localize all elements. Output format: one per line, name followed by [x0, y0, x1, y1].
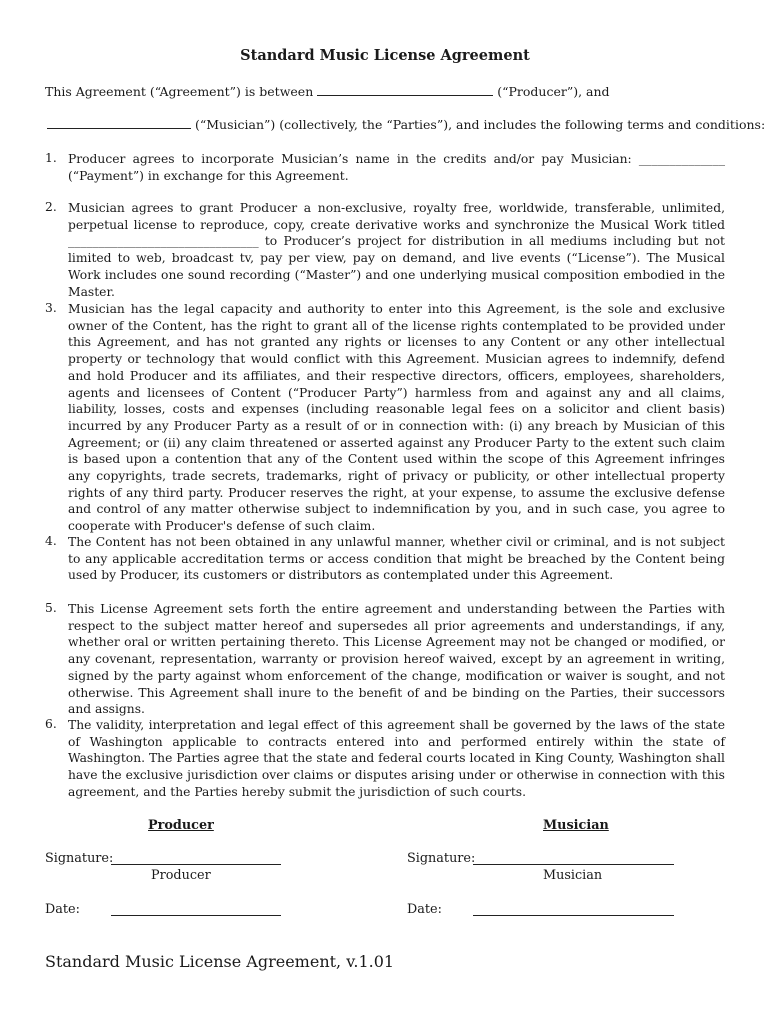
clause-item [45, 151, 725, 184]
clause-number: 3. [45, 301, 57, 315]
clause-text: Producer agrees to incorporate Musician’s name in the credits and/or pay Musician: ______________ (“Payment”) in exchange for this Agreement. [68, 152, 725, 183]
clause-text: The Content has not been obtained in any unlawful manner, whether civil or criminal, and is not subject to any applicable accreditation terms or access condition that might be breached by the Content being used by Producer, its customers or distributors as contemplated under this Agreement. [68, 535, 725, 583]
clause-item [45, 717, 725, 801]
musician-signature-line[interactable] [473, 863, 674, 865]
producer-name-blank[interactable] [317, 84, 493, 96]
producer-signature-line[interactable] [111, 863, 281, 865]
intro-line-2 [47, 117, 765, 132]
intro-text-3: (“Musician”) (collectively, the “Parties”), and includes the following terms and conditions: [194, 117, 766, 132]
producer-date-label: Date: [45, 902, 80, 917]
musician-heading: Musician [543, 818, 609, 833]
clause-item [45, 301, 725, 535]
producer-date-line[interactable] [111, 914, 281, 916]
clause-item [45, 200, 725, 300]
clause-number: 1. [45, 151, 57, 165]
intro-line-1 [45, 84, 610, 99]
intro-text-1: This Agreement (“Agreement”) is between [45, 84, 314, 99]
clause-item [45, 534, 725, 584]
clause-number: 5. [45, 601, 57, 615]
clause-number: 6. [45, 717, 57, 731]
producer-caption: Producer [151, 868, 211, 883]
producer-heading: Producer [148, 818, 214, 833]
musician-date-line[interactable] [473, 914, 674, 916]
musician-name-blank[interactable] [47, 117, 191, 129]
clause-text: Musician has the legal capacity and authority to enter into this Agreement, is the sole and exclusive owner of the Content, has the right to grant all of the license rights contemplated to be provided under this Agreement, and has not granted any rights or licenses to any Content or any other intellectual property or technology that would conflict with this Agreement. Musician agrees to indemnify, defend and hold Producer and its affiliates, and their respective directors, officers, employees, shareholders, agents and licensees of Content (“Producer Party”) harmless from and against any and all claims, liability, losses, costs and expenses (including reasonable legal fees on a solicitor and client basis) incurred by any Producer Party as a result of or in connection with: (i) any breach by Musician of this Agreement; or (ii) any claim threatened or asserted against any Producer Party to the extent such claim is based upon a contention that any of the Content used within the scope of this Agreement infringes any copyrights, trade secrets, trademarks, right of privacy or publicity, or other intellectual property rights of any third party. Producer reserves the right, at your expense, to assume the exclusive defense and control of any matter otherwise subject to indemnification by you, and in such case, you agree to cooperate with Producer's defense of such claim. [68, 302, 725, 534]
clause-text: This License Agreement sets forth the entire agreement and understanding between the Parties with respect to the subject matter hereof and supersedes all prior agreements and understandings, if any, whether oral or written pertaining thereto. This License Agreement may not be changed or modified, or any covenant, representation, warranty or provision hereof waived, except by an agreement in writing, signed by the party against whom enforcement of the change, modification or waiver is sought, and not otherwise. This Agreement shall inure to the benefit of and be binding on the Parties, their successors and assigns. [68, 602, 725, 717]
intro-text-2: (“Producer”), and [497, 84, 610, 99]
musician-date-label: Date: [407, 902, 442, 917]
musician-signature-label: Signature: [407, 851, 476, 866]
clause-text: Musician agrees to grant Producer a non-exclusive, royalty free, worldwide, transferable, unlimited, perpetual license to reproduce, copy, create derivative works and synchronize the Musical Work titled _______________________________ to Producer’s project for distribution in all mediums including but not limited to web, broadcast tv, pay per view, pay on demand, and live events (“License”). The Musical Work includes one sound recording (“Master”) and one underlying musical composition embodied in the Master. [68, 201, 725, 299]
clause-number: 2. [45, 200, 57, 214]
document-footer: Standard Music License Agreement, v.1.01 [45, 952, 395, 971]
producer-signature-label: Signature: [45, 851, 114, 866]
musician-caption: Musician [543, 868, 603, 883]
document-title: Standard Music License Agreement [240, 47, 530, 64]
clause-item [45, 601, 725, 718]
clause-text: The validity, interpretation and legal effect of this agreement shall be governed by the laws of the state of Washington applicable to contracts entered into and performed entirely within the state of Washington. The Parties agree that the state and federal courts located in King County, Washington shall have the exclusive jurisdiction over claims or disputes arising under or otherwise in connection with this agreement, and the Parties hereby submit the jurisdiction of such courts. [68, 718, 725, 799]
clause-number: 4. [45, 534, 57, 548]
